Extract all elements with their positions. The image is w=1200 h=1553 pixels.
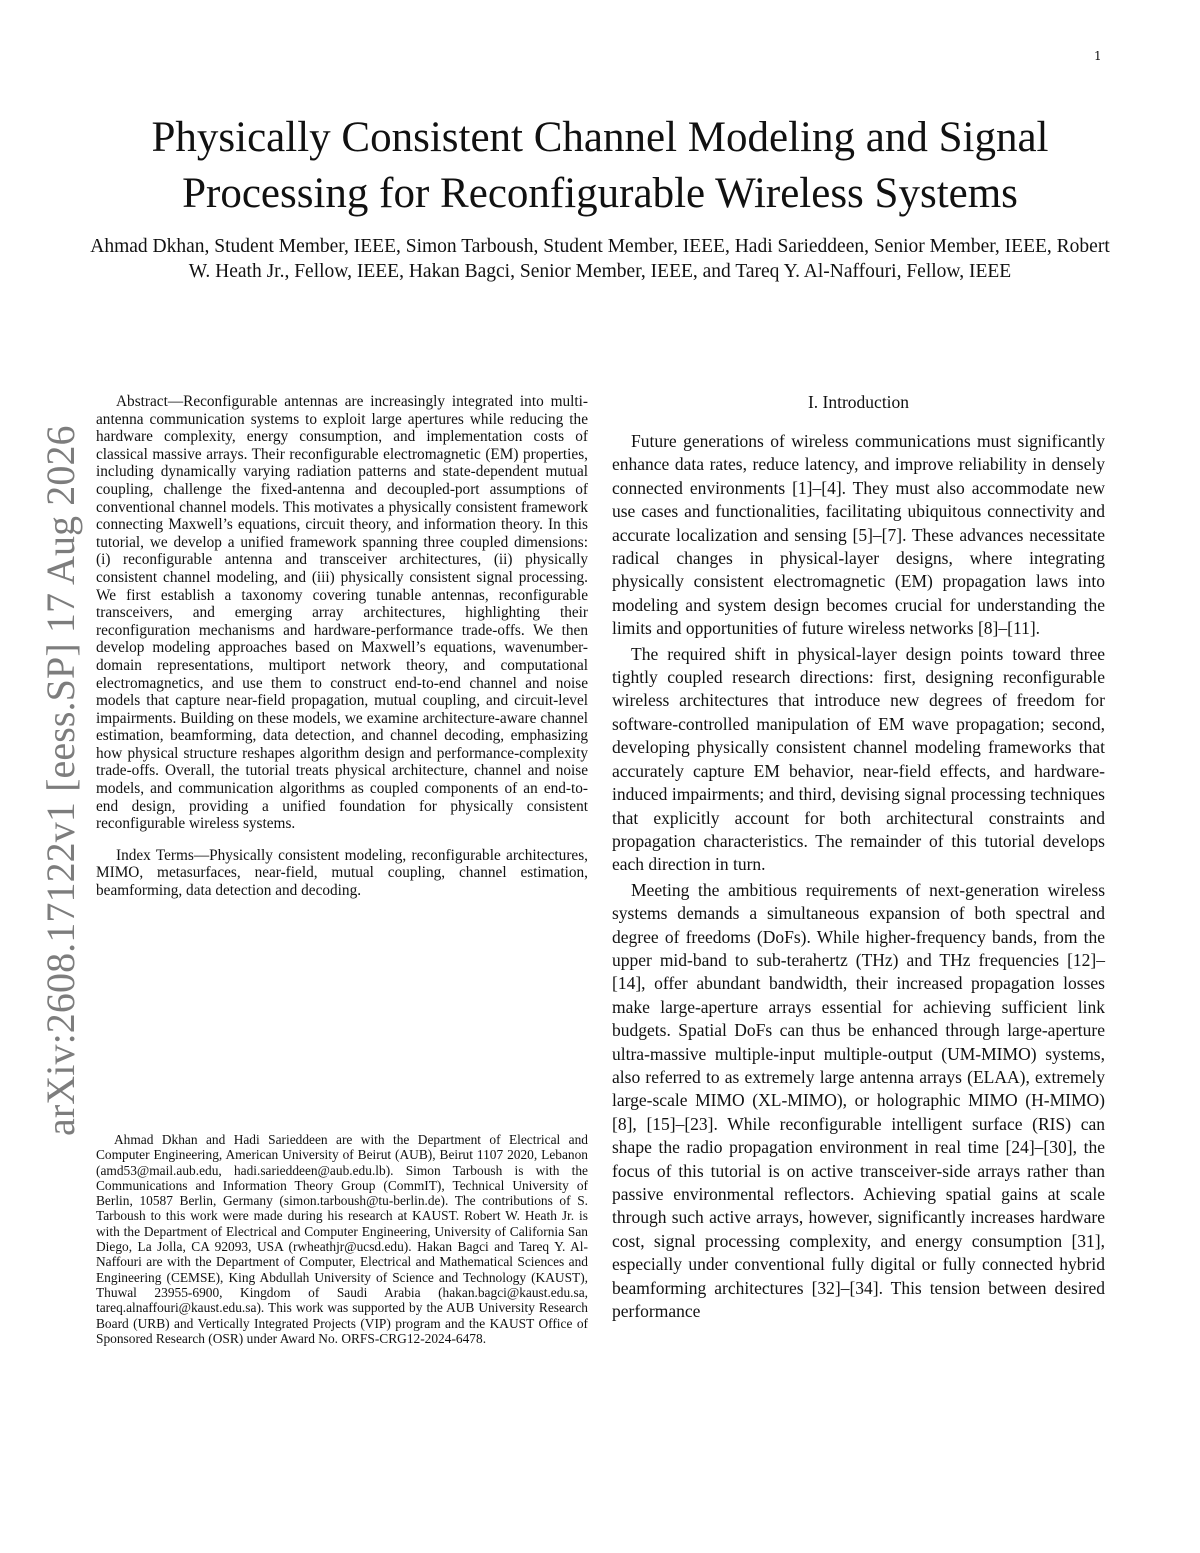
intro-paragraph-1: Future generations of wireless communications must significantly enhance data rates, reduce latency, and improve reliability in densely connected environments [1]–[4]. They must also accommodate new use cases and functionalities, facilitating ubiquitous connectivity and accurate localization and sensing [5]–[7]. These advances necessitate radical changes in physical-layer designs, where integrating physically consistent electromagnetic (EM) propagation laws into modeling and system design becomes crucial for understanding the limits and opportunities of future wireless networks [8]–[11]. bbox=[612, 431, 1105, 639]
paper-title: Physically Consistent Channel Modeling and Signal Processing for Reconfigurable Wireless Systems bbox=[151, 114, 1049, 217]
section-heading-introduction: I. Introduction bbox=[807, 392, 910, 412]
author-affiliation-footnote: Ahmad Dkhan and Hadi Sarieddeen are with the Department of Electrical and Computer Engineering, American University of Beirut (AUB), Beirut 1107 2020, Lebanon (amd53@mail.aub.edu, hadi.sarieddeen@aub.edu.lb). Simon Tarboush is with the Communications and Information Theory Group (CommIT), Technical University of Berlin, 10587 Berlin, Germany (simon.tarboush@tu-berlin.de). The contributions of S. Tarboush to this work were made during his research at KAUST. Robert W. Heath Jr. is with the Department of Electrical and Computer Engineering, University of California San Diego, La Jolla, CA 92093, USA (rwheathjr@ucsd.edu). Hakan Bagci and Tareq Y. Al-Naffouri are with the Department of Computer, Electrical and Mathematical Sciences and Engineering (CEMSE), King Abdullah University of Science and Technology (KAUST), Thuwal 23955-6900, Kingdom of Saudi Arabia (hakan.bagci@kaust.edu.sa, tareq.alnaffouri@kaust.edu.sa). This work was supported by the AUB University Research Board (URB) and Vertically Integrated Projects (VIP) program and the KAUST Office of Sponsored Research (OSR) under Award No. ORFS-CRG12-2024-6478. bbox=[96, 1132, 588, 1346]
intro-paragraph-2: The required shift in physical-layer design points toward three tightly coupled research directions: first, designing reconfigurable wireless architectures that introduce new degrees of freedom for software-controlled manipulation of EM wave propagation; second, developing physically consistent channel modeling frameworks that accurately capture EM behavior, near-field effects, and hardware-induced impairments; and third, devising signal processing techniques that explicitly account for both architectural constraints and propagation characteristics. The remainder of this tutorial develops each direction in turn. bbox=[612, 643, 1105, 875]
intro-paragraph-3: Meeting the ambitious requirements of next-generation wireless systems demands a simultaneous expansion of both spectral and degree of freedoms (DoFs). While higher-frequency bands, from the upper mid-band to sub-terahertz (THz) and THz frequencies [12]–[14], offer abundant bandwidth, their increased propagation losses make large-aperture arrays essential for achieving sufficient link budgets. Spatial DoFs can thus be enhanced through large-aperture ultra-massive multiple-input multiple-output (UM-MIMO) systems, also referred to as extremely large antenna arrays (ELAA), extremely large-scale MIMO (XL-MIMO), or holographic MIMO (H-MIMO) [8], [15]–[23]. While reconfigurable intelligent surface (RIS) can shape the radio propagation environment in real time [24]–[30], the focus of this tutorial is on active transceiver-side arrays rather than passive environmental reflectors. Achieving spatial gains at scale through such active arrays, however, significantly increases hardware cost, signal processing complexity, and energy consumption [31], especially under conventional fully digital or fully connected hybrid beamforming architectures [32]–[34]. This tension between desired performance bbox=[612, 879, 1105, 1322]
abstract: Abstract—Reconfigurable antennas are increasingly integrated into multi-antenna communication systems to exploit large apertures while reducing the hardware complexity, energy consumption, and implementation costs of classical massive arrays. Their reconfigurable electromagnetic (EM) properties, including dynamically varying radiation patterns and state-dependent mutual coupling, challenge the fixed-antenna and decoupled-port assumptions of conventional channel models. This motivates a physically consistent framework connecting Maxwell’s equations, circuit theory, and information theory. In this tutorial, we develop a unified framework spanning three coupled dimensions: (i) reconfigurable antenna and transceiver architectures, (ii) physically consistent channel modeling, and (iii) physically consistent signal processing. We first establish a taxonomy covering tunable antennas, reconfigurable transceivers, and emerging array architectures, highlighting their reconfiguration mechanisms and hardware-performance trade-offs. We then develop modeling approaches based on Maxwell’s equations, wavenumber-domain representations, multiport network theory, and computational electromagnetics, and use them to construct end-to-end channel and noise models that capture near-field propagation, mutual coupling, and circuit-level impairments. Building on these models, we examine architecture-aware channel estimation, beamforming, data detection, and channel decoding, emphasizing how physical structure reshapes algorithm design and performance-complexity trade-offs. Overall, the tutorial treats physical architecture, channel and noise models, and communication algorithms as coupled components of an end-to-end design, providing a unified foundation for physically consistent reconfigurable wireless systems. bbox=[96, 393, 588, 833]
index-terms: Index Terms—Physically consistent modeling, reconfigurable architectures, MIMO, metasurfaces, near-field, mutual coupling, channel estimation, beamforming, data detection and decoding. bbox=[96, 846, 588, 900]
page-number: 1 bbox=[1094, 49, 1102, 63]
right-column bbox=[612, 390, 1105, 1325]
author-list: Ahmad Dkhan, Student Member, IEEE, Simon Tarboush, Student Member, IEEE, Hadi Sarieddeen, Senior Member, IEEE, Robert W. Heath Jr., Fellow, IEEE, Hakan Bagci, Senior Member, IEEE, and Tareq Y. Al-Naffouri, Fellow, IEEE bbox=[90, 236, 1110, 282]
left-column bbox=[96, 393, 588, 900]
arxiv-identifier-stamp: arXiv:2608.17122v1 [eess.SP] 17 Aug 2026 bbox=[38, 425, 83, 1136]
